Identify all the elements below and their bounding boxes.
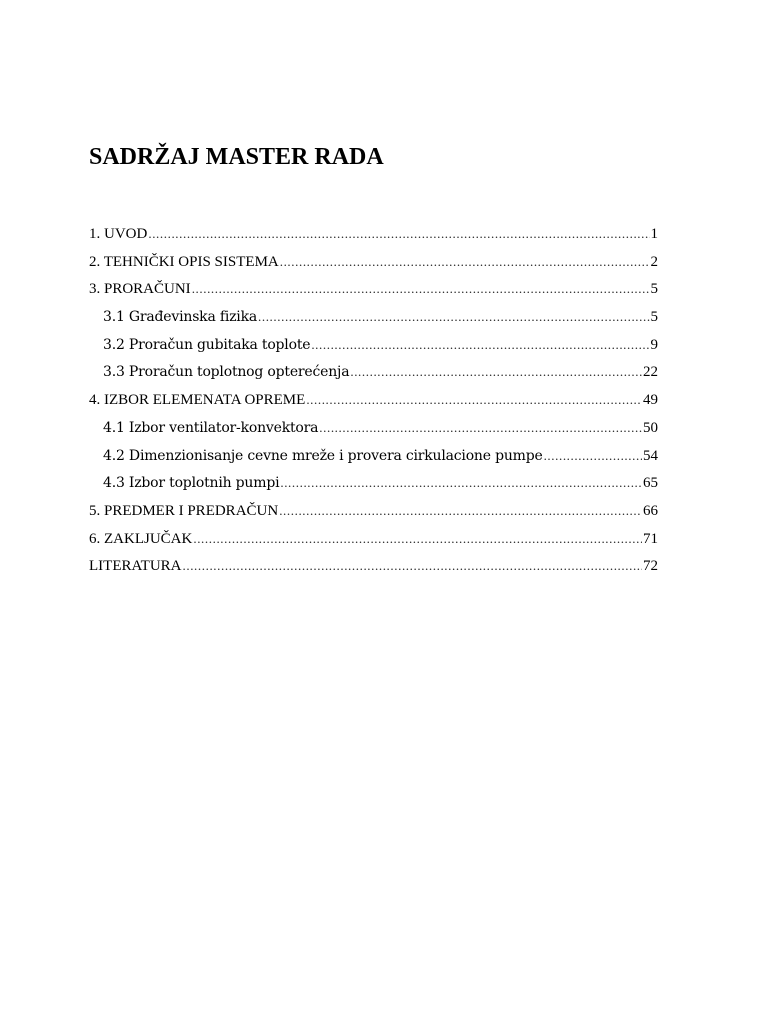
toc-dot-leader (319, 414, 642, 442)
toc-entry-label: 3.3 Proračun toplotnog opterećenja (103, 364, 350, 381)
toc-page-number: 22 (643, 364, 658, 381)
toc-dot-leader (148, 220, 649, 248)
toc-page-number: 5 (650, 281, 658, 298)
toc-entry-tehnicki-opis-sistema[interactable] (89, 248, 658, 276)
toc-entry-label: 4.2 Dimenzionisanje cevne mreže i provera cirkulacione pumpe (103, 447, 543, 464)
toc-page-number: 54 (643, 447, 658, 464)
toc-entry-label: 3.1 Građevinska fizika (103, 309, 257, 326)
toc-page-number: 66 (643, 502, 658, 519)
toc-entry-proracuni[interactable] (89, 275, 658, 303)
toc-dot-leader (280, 469, 642, 497)
toc-page-number: 71 (643, 530, 658, 547)
toc-entry-proracun-gubitaka-toplote[interactable] (89, 331, 658, 359)
table-of-contents (89, 220, 658, 580)
toc-entry-gradjevinska-fizika[interactable] (89, 303, 658, 331)
toc-dot-leader (192, 275, 650, 303)
toc-dot-leader (193, 525, 642, 553)
toc-entry-zakljucak[interactable] (89, 525, 658, 553)
toc-page-number: 72 (643, 558, 658, 575)
toc-entry-label: 4.3 Izbor toplotnih pumpi (103, 475, 280, 492)
toc-entry-label: 3. PRORAČUNI (89, 281, 191, 298)
toc-page-number: 5 (650, 309, 658, 326)
toc-entry-literatura[interactable] (89, 552, 658, 580)
toc-entry-label: LITERATURA (89, 558, 182, 575)
toc-page-number: 65 (643, 475, 658, 492)
toc-dot-leader (350, 358, 642, 386)
page-title: SADRŽAJ MASTER RADA (89, 144, 384, 170)
toc-dot-leader (258, 303, 650, 331)
toc-page-number: 2 (650, 253, 658, 270)
toc-entry-proracun-toplotnog-opterecenja[interactable] (89, 358, 658, 386)
toc-dot-leader (311, 331, 649, 359)
toc-page-number: 9 (650, 336, 658, 353)
toc-entry-label: 4. IZBOR ELEMENATA OPREME (89, 392, 306, 409)
toc-page-number: 50 (643, 419, 658, 436)
toc-page-number: 49 (643, 392, 658, 409)
toc-entry-dimenzionisanje-cevne-mreze[interactable] (89, 442, 658, 470)
toc-dot-leader (544, 442, 642, 470)
toc-dot-leader (279, 497, 642, 525)
toc-dot-leader (306, 386, 642, 414)
toc-dot-leader (280, 248, 650, 276)
toc-entry-label: 1. UVOD (89, 226, 148, 242)
toc-entry-label: 4.1 Izbor ventilator-konvektora (103, 419, 319, 436)
toc-entry-uvod[interactable] (89, 220, 658, 248)
toc-dot-leader (183, 552, 643, 580)
toc-entry-izbor-toplotnih-pumpi[interactable] (89, 469, 658, 497)
toc-entry-izbor-ventilator-konvektora[interactable] (89, 414, 658, 442)
toc-entry-izbor-elemenata-opreme[interactable] (89, 386, 658, 414)
toc-page-number: 1 (650, 226, 658, 242)
toc-entry-label: 2. TEHNIČKI OPIS SISTEMA (89, 253, 279, 270)
toc-entry-label: 5. PREDMER I PREDRAČUN (89, 502, 279, 519)
toc-entry-label: 3.2 Proračun gubitaka toplote (103, 336, 311, 353)
toc-entry-predmer-i-predracun[interactable] (89, 497, 658, 525)
toc-entry-label: 6. ZAKLJUČAK (89, 530, 193, 547)
